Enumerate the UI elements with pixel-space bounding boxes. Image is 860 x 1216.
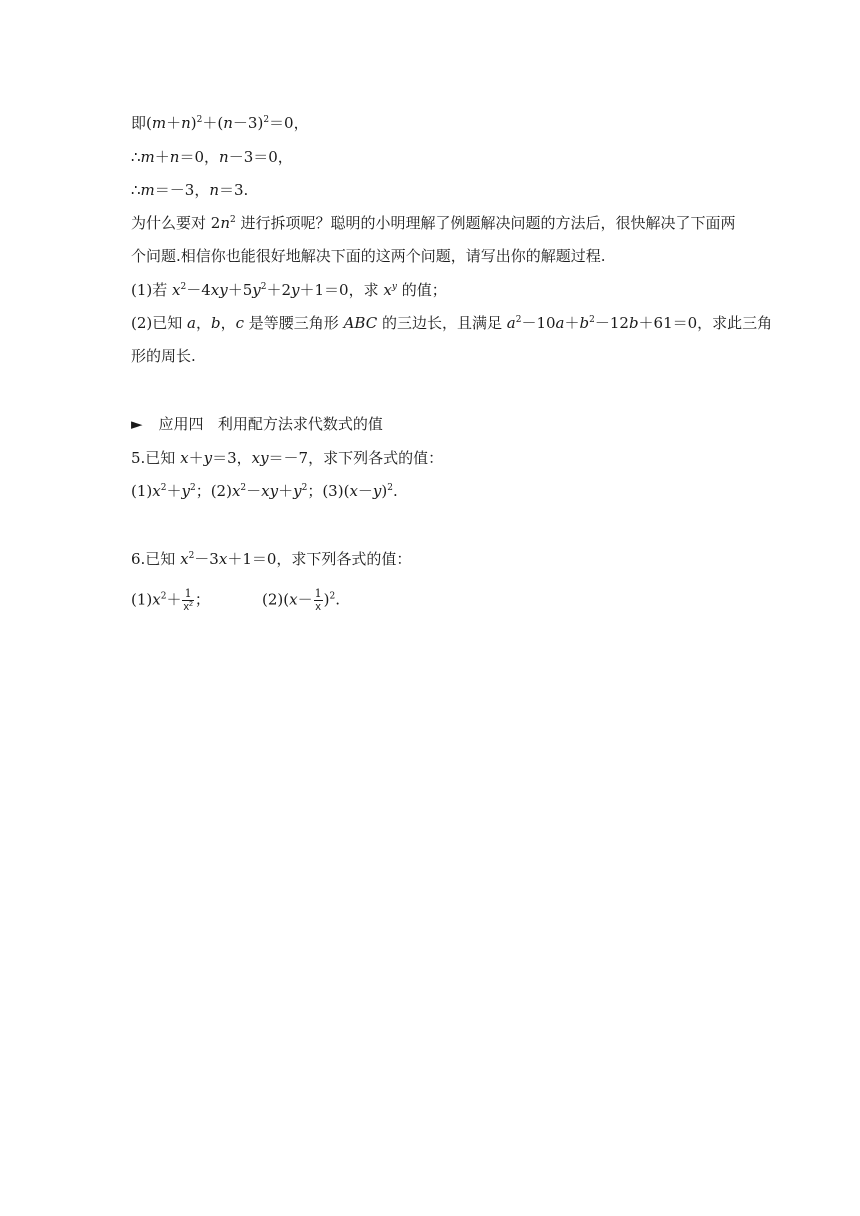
subquestion-2-line-1: (2)已知 a，b，c 是等腰三角形 ABC 的三边长，且满足 $a^2-10a+b^2-12b+61=0$，求此三角 [131, 314, 773, 332]
question-intro-line-1: 为什么要对 $2n^2$ 进行拆项呢？聪明的小明理解了例题解决问题的方法后，很快解决了下面两 [131, 214, 736, 232]
play-arrow-icon: ► [131, 415, 143, 433]
problem-5: 5.已知 x＋y＝3，xy＝－7，求下列各式的值： [131, 449, 444, 467]
question-intro-line-2: 个问题.相信你也能很好地解决下面的这两个问题，请写出你的解题过程. [131, 247, 606, 265]
subquestion-1: (1)若 $x^2-4xy+5y^2+2y+1=0$，求 $x^y$ 的值； [131, 281, 447, 299]
fraction-1-over-x: $\frac{1}{x}$ [314, 587, 322, 613]
problem-5-parts: $(1)x^2+y^2$；$(2)x^2-xy+y^2$；$(3)(x-y)^2$. [131, 482, 398, 500]
problem-6: 6.已知 $x^2-3x+1=0$，求下列各式的值： [131, 550, 412, 568]
derivation-line-2: ∴m＋n＝0，n－3＝0， [131, 148, 293, 166]
fraction-1-over-x-squared: $\frac{1}{x^2}$ [183, 587, 193, 613]
derivation-line-1: 即$(m+n)^2+(n-3)^2=0$， [131, 114, 309, 132]
problem-6-part-1: $(1)x^2+$ $\frac{1}{x^2}$ ； [131, 587, 210, 613]
problem-6-part-2: (2)(x－ $\frac{1}{x}$ )$^2$. [262, 587, 340, 613]
derivation-line-3: ∴m＝－3，n＝3. [131, 181, 249, 199]
subquestion-2-line-2: 形的周长. [131, 347, 196, 365]
section-heading: ► 应用四 利用配方法求代数式的值 [131, 415, 383, 433]
